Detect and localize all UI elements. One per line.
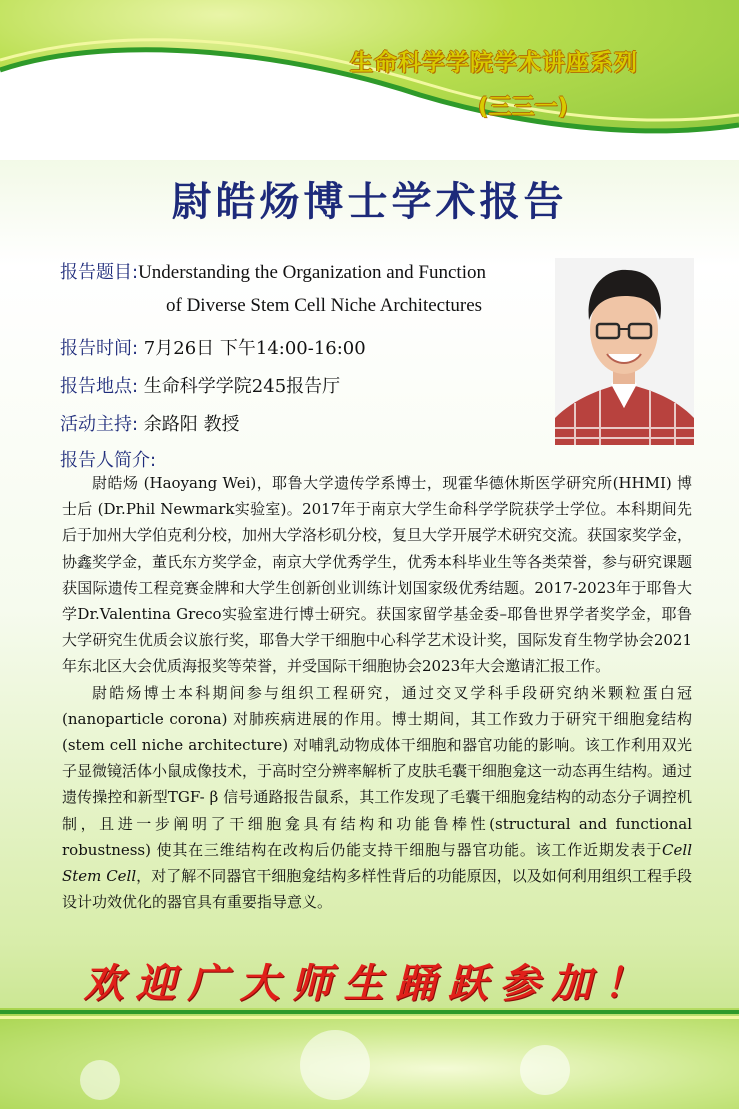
bio-paragraph-1: 尉皓炀 (Haoyang Wei)，耶鲁大学遗传学系博士，现霍华德休斯医学研究所(HHMI) 博士后 (Dr.Phil Newmark实验室)。2017年于南京大学生命科学学院获学士学位。本科期间先后于加州大学伯克利分校，加州大学洛杉矶分校，复旦大学开展学术研究交流。获国家奖学金，协鑫奖学金，董氏东方奖学金，南京大学优秀学生，优秀本科毕业生等各类荣誉，参与研究课题获国际遗传工程竞赛金牌和大学生创新创业训练计划国家级优秀结题。2017-2023年于耶鲁大学Dr.Valentina Greco实验室进行博士研究。获国家留学基金委–耶鲁世界学者奖学金，耶鲁大学研究生优质会议旅行奖，耶鲁大学干细胞中心科学艺术设计奖，国际发育生物学协会2021年东北区大会优质海报奖等荣誉，并受国际干细胞协会2023年大会邀请汇报工作。 [62, 474, 693, 676]
header-curve [0, 0, 739, 160]
lecture-series-number: (三三一) [478, 94, 569, 120]
welcome-slogan: 欢迎广大师生踊跃参加！ [83, 960, 656, 1007]
bokeh-light [520, 1045, 570, 1095]
bio-label: 报告人简介: [60, 450, 157, 471]
place-label: 报告地点: [60, 376, 139, 397]
place-value: 生命科学学院245报告厅 [138, 376, 341, 397]
time-line [60, 334, 366, 360]
host-line [60, 410, 240, 436]
speaker-portrait-icon [555, 258, 694, 445]
lecture-series-title: 生命科学学院学术讲座系列 [350, 50, 638, 76]
place-line [60, 372, 340, 398]
bio-p2-text-end: ，对了解不同器官干细胞龛结构多样性背后的功能原因，以及如何利用组织工程手段设计功效优化的器官具有重要指导意义。 [62, 867, 692, 912]
time-value: 7月26日 下午14:00-16:00 [138, 338, 366, 359]
topic-value-line1: Understanding the Organization and Function [138, 262, 486, 283]
bio-p2-text: 尉皓炀博士本科期间参与组织工程研究，通过交叉学科手段研究纳米颗粒蛋白冠(nanoparticle corona) 对肺疾病进展的作用。博士期间，其工作致力于研究干细胞龛结构(stem cell niche architecture) 对哺乳动物成体干细胞和器官功能的影响。该工作利用双光子显微镜活体小鼠成像技术，于高时空分辨率解析了皮肤毛囊干细胞龛这一动态再生结构。通过遗传操控和新型TGF- β 信号通路报告鼠系，其工作发现了毛囊干细胞龛结构的动态分子调控机制，且进一步阐明了干细胞龛具有结构和功能鲁棒性(structural and functional robustness) 使其在三维结构在改构后仍能支持干细胞与器官功能。该工作近期发表于 [62, 683, 693, 859]
topic-value-line2: of Diverse Stem Cell Niche Architectures [166, 295, 483, 316]
bio-heading-line [60, 446, 156, 472]
speaker-biography [62, 470, 692, 915]
bio-paragraph-2 [62, 680, 692, 916]
bokeh-light [300, 1030, 370, 1100]
topic-line [60, 258, 486, 284]
time-label: 报告时间: [60, 338, 139, 359]
topic-line-2 [166, 295, 482, 317]
host-value: 余路阳 教授 [138, 414, 240, 435]
speaker-photo [555, 258, 694, 445]
page-title: 尉皓炀博士学术报告 [171, 179, 568, 225]
topic-label: 报告题目: [60, 262, 139, 283]
footer-stripe [0, 1008, 739, 1032]
journal-name: Cell Stem Cell [62, 840, 692, 886]
bokeh-light [80, 1060, 120, 1100]
host-label: 活动主持: [60, 414, 139, 435]
